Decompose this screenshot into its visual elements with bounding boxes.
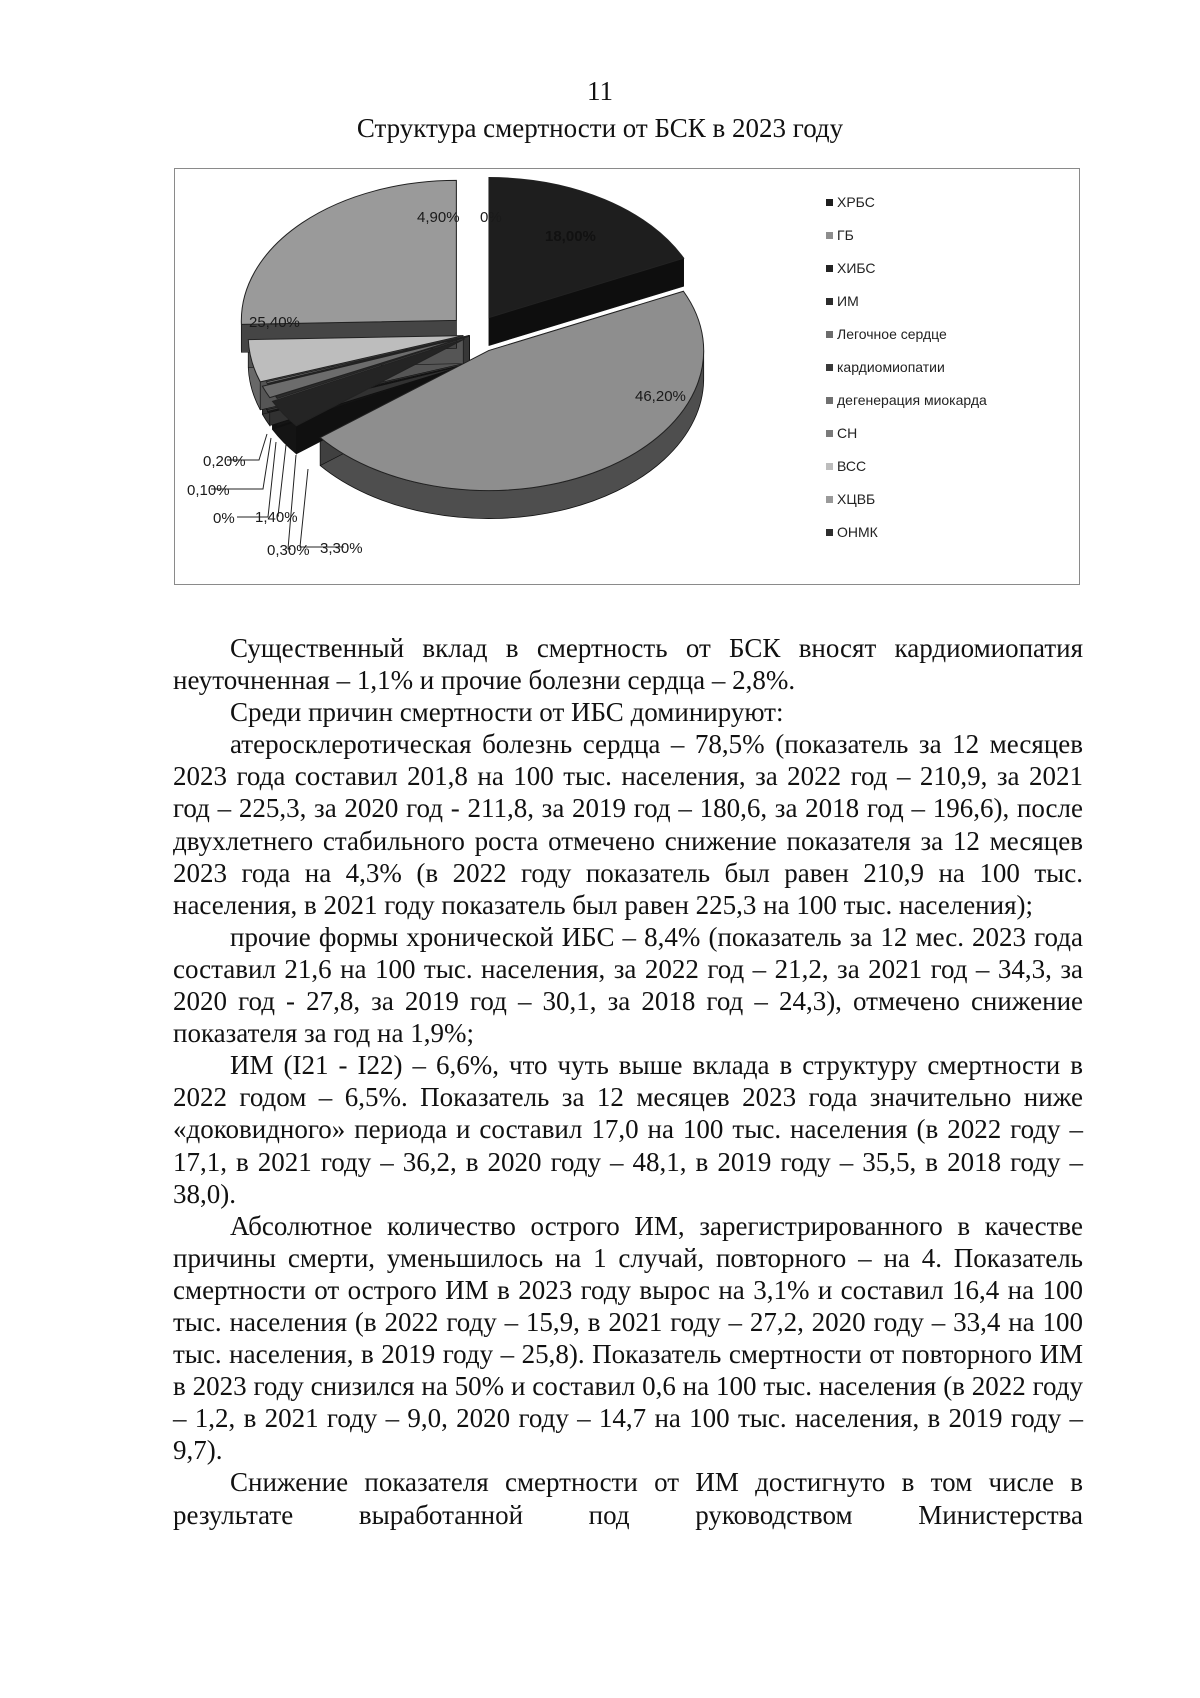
- paragraph: Снижение показателя смертности от ИМ достигнуто в том числе в результате выработанной под руководством Министерства: [173, 1467, 1083, 1530]
- legend-item-label: ОНМК: [837, 524, 878, 540]
- legend-item-label: ХИБС: [837, 260, 876, 276]
- pie-slice-10: [241, 180, 456, 324]
- legend-swatch: [826, 364, 833, 371]
- legend-item-label: Легочное сердце: [837, 326, 947, 342]
- pie-data-label: 18,00%: [545, 228, 596, 245]
- legend-swatch: [826, 529, 833, 536]
- legend-item-label: ХЦВБ: [837, 491, 876, 507]
- pie-data-label: 1,40%: [255, 509, 298, 526]
- pie-leader-line: [300, 469, 344, 547]
- pie-data-label: 0,20%: [203, 453, 246, 470]
- body-text: [173, 632, 1083, 1531]
- legend-swatch: [826, 496, 833, 503]
- chart-frame: [174, 168, 1080, 585]
- paragraph: прочие формы хронической ИБС – 8,4% (показатель за 12 мес. 2023 года составил 21,6 на 100 тыс. населения, за 2022 год – 21,2, за 2021 год – 34,3, за 2020 год - 27,8, за 2019 год – 30,1, за 2018 год – 24,3), отмечено снижение показателя за год на 1,9%;: [173, 921, 1083, 1049]
- pie-data-label: 4,90%: [417, 209, 460, 226]
- paragraph: Абсолютное количество острого ИМ, зарегистрированного в качестве причины смерти, уменьшилось на 1 случай, повторного – на 4. Показатель смертности от острого ИМ в 2023 году вырос на 3,1% и составил 16,4 на 100 тыс. населения (в 2022 году – 15,9, в 2021 году – 27,2, 2020 году – 33,4 на 100 тыс. населения, в 2019 году – 25,8). Показатель смертности от повторного ИМ в 2023 году снизился на 50% и составил 0,6 на 100 тыс. населения (в 2022 году – 1,2, в 2021 году – 9,0, 2020 году – 14,7 на 100 тыс. населения, в 2019 году – 9,7).: [173, 1210, 1083, 1466]
- legend-item-label: СН: [837, 425, 858, 441]
- paragraph: атеросклеротическая болезнь сердца – 78,5% (показатель за 12 месяцев 2023 года составил 201,8 на 100 тыс. населения, за 2022 год – 210,9, за 2021 год – 225,3, за 2020 год - 211,8, за 2019 год – 180,6, за 2018 год – 196,6), после двухлетнего стабильного роста отмечено снижение показателя за 12 месяцев 2023 года на 4,3% (в 2022 году показатель был равен 210,9 на 100 тыс. населения, в 2021 году показатель был равен 225,3 на 100 тыс. населения);: [173, 729, 1083, 920]
- paragraph: Среди причин смертности от ИБС доминируют:: [230, 697, 784, 728]
- pie-data-label: 46,20%: [635, 388, 686, 405]
- legend-item-label: кардиомиопатии: [837, 359, 945, 375]
- legend-item-label: ВСС: [837, 458, 867, 474]
- chart-title: Структура смертности от БСК в 2023 году: [356, 113, 844, 143]
- legend-swatch: [826, 430, 833, 437]
- pie-leader-line: [278, 445, 286, 516]
- chart-legend: [826, 194, 987, 540]
- legend-swatch: [826, 265, 833, 272]
- pie-data-label: 0,30%: [267, 542, 310, 559]
- legend-swatch: [826, 232, 833, 239]
- legend-swatch: [826, 463, 833, 470]
- legend-swatch: [826, 298, 833, 305]
- paragraph: Существенный вклад в смертность от БСК вносят кардиомиопатия неуточненная – 1,1% и прочие болезни сердца – 2,8%.: [173, 633, 1083, 696]
- pie-data-label: 0%: [213, 510, 235, 527]
- legend-item-label: ХРБС: [837, 194, 875, 210]
- pie-data-label: 0,10%: [187, 482, 230, 499]
- pie-chart: [175, 169, 1081, 586]
- page-number: 11: [587, 76, 613, 106]
- legend-swatch: [826, 331, 833, 338]
- legend-swatch: [826, 199, 833, 206]
- legend-item-label: ИМ: [837, 293, 859, 309]
- legend-item-label: дегенерация миокарда: [837, 392, 987, 408]
- legend-item-label: ГБ: [837, 227, 854, 243]
- pie-data-label: 25,40%: [249, 314, 300, 331]
- paragraph: ИМ (I21 - I22) – 6,6%, что чуть выше вклада в структуру смертности в 2022 годом – 6,5%. Показатель за 12 месяцев 2023 года значительно ниже «доковидного» периода и составил 17,0 на 100 тыс. населения (в 2022 году –17,1, в 2021 году – 36,2, в 2020 году – 48,1, в 2019 году – 35,5, в 2018 году –38,0).: [173, 1050, 1083, 1209]
- legend-swatch: [826, 397, 833, 404]
- pie-data-label: 3,30%: [320, 540, 363, 557]
- pie-leader-line: [288, 455, 296, 549]
- pie-data-label: 0%: [480, 209, 502, 226]
